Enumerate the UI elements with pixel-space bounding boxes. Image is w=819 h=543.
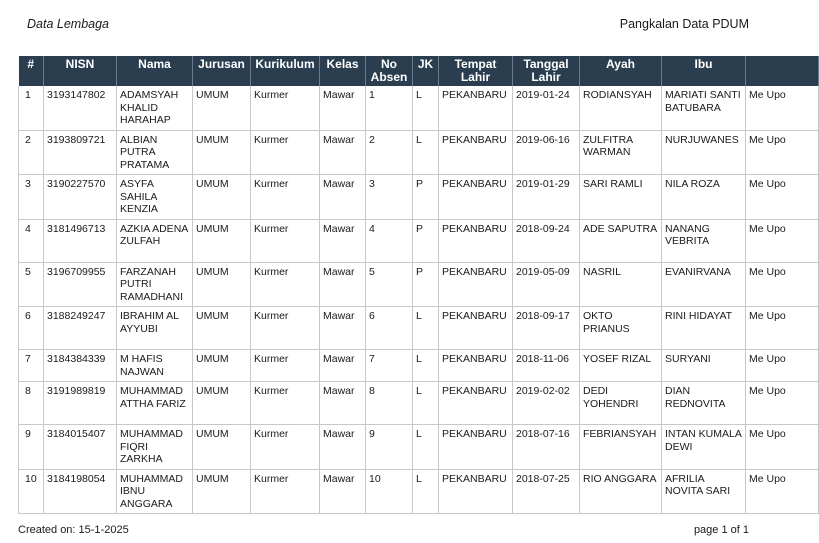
table-cell: 2018-07-25 xyxy=(513,469,580,514)
table-cell: SURYANI xyxy=(662,350,746,382)
table-cell: MUHAMMAD FIQRI ZARKHA xyxy=(117,425,193,470)
table-cell: L xyxy=(413,350,439,382)
table-cell: 3184015407 xyxy=(44,425,117,470)
table-cell: Me Upo xyxy=(746,219,819,262)
table-cell: 1 xyxy=(366,86,413,130)
table-cell: 5 xyxy=(366,262,413,307)
table-row xyxy=(19,350,819,382)
report-source: Pangkalan Data PDUM xyxy=(619,17,749,31)
table-cell: Me Upo xyxy=(746,175,819,220)
column-header: NISN xyxy=(44,56,117,86)
report-title: Data Lembaga xyxy=(27,17,110,31)
table-cell: AZKIA ADENA ZULFAH xyxy=(117,219,193,262)
table-cell: DIAN REDNOVITA xyxy=(662,382,746,425)
column-header xyxy=(746,56,819,86)
table-cell: 9 xyxy=(366,425,413,470)
table-cell: Mawar xyxy=(320,86,366,130)
column-header: Tanggal Lahir xyxy=(513,56,580,86)
table-cell: MARIATI SANTI BATUBARA xyxy=(662,86,746,130)
table-cell: FEBRIANSYAH xyxy=(580,425,662,470)
table-row xyxy=(19,262,819,307)
table-cell: MUHAMMAD ATTHA FARIZ xyxy=(117,382,193,425)
table-cell: 3184198054 xyxy=(44,469,117,514)
table-cell: 3188249247 xyxy=(44,307,117,350)
table-cell: Mawar xyxy=(320,382,366,425)
column-header: Ibu xyxy=(662,56,746,86)
table-cell: Kurmer xyxy=(251,382,320,425)
table-cell: Mawar xyxy=(320,307,366,350)
table-cell: RODIANSYAH xyxy=(580,86,662,130)
table-cell: 2019-05-09 xyxy=(513,262,580,307)
table-cell: Me Upo xyxy=(746,86,819,130)
table-cell: UMUM xyxy=(193,219,251,262)
table-cell: 2 xyxy=(19,130,44,175)
table-cell: 2019-01-24 xyxy=(513,86,580,130)
table-cell: P xyxy=(413,219,439,262)
table-cell: DEDI YOHENDRI xyxy=(580,382,662,425)
table-cell: UMUM xyxy=(193,469,251,514)
column-header: Tempat Lahir xyxy=(439,56,513,86)
table-cell: Kurmer xyxy=(251,86,320,130)
table-cell: INTAN KUMALA DEWI xyxy=(662,425,746,470)
table-cell: 2018-07-16 xyxy=(513,425,580,470)
table-cell: PEKANBARU xyxy=(439,382,513,425)
table-row xyxy=(19,382,819,425)
table-cell: 2018-11-06 xyxy=(513,350,580,382)
column-header: No Absen xyxy=(366,56,413,86)
table-cell: L xyxy=(413,307,439,350)
table-cell: UMUM xyxy=(193,382,251,425)
table-cell: Me Upo xyxy=(746,469,819,514)
table-cell: PEKANBARU xyxy=(439,350,513,382)
table-row xyxy=(19,469,819,514)
table-cell: 3184384339 xyxy=(44,350,117,382)
table-cell: L xyxy=(413,469,439,514)
table-cell: UMUM xyxy=(193,130,251,175)
table-cell: ALBIAN PUTRA PRATAMA xyxy=(117,130,193,175)
column-header: Ayah xyxy=(580,56,662,86)
table-cell: Mawar xyxy=(320,425,366,470)
table-cell: Kurmer xyxy=(251,175,320,220)
table-cell: Kurmer xyxy=(251,262,320,307)
table-cell: 8 xyxy=(19,382,44,425)
table-row xyxy=(19,86,819,130)
table-cell: 8 xyxy=(366,382,413,425)
table-cell: PEKANBARU xyxy=(439,262,513,307)
table-cell: 3190227570 xyxy=(44,175,117,220)
table-cell: UMUM xyxy=(193,425,251,470)
table-cell: L xyxy=(413,130,439,175)
table-cell: RIO ANGGARA xyxy=(580,469,662,514)
table-cell: 2018-09-24 xyxy=(513,219,580,262)
table-cell: 7 xyxy=(366,350,413,382)
table-cell: Mawar xyxy=(320,350,366,382)
column-header: Kurikulum xyxy=(251,56,320,86)
table-cell: Me Upo xyxy=(746,130,819,175)
table-cell: NURJUWANES xyxy=(662,130,746,175)
column-header: Kelas xyxy=(320,56,366,86)
table-cell: 6 xyxy=(19,307,44,350)
table-row xyxy=(19,175,819,220)
student-table-wrapper xyxy=(18,56,786,514)
table-cell: 10 xyxy=(19,469,44,514)
table-cell: Me Upo xyxy=(746,307,819,350)
table-row xyxy=(19,307,819,350)
column-header: Nama xyxy=(117,56,193,86)
table-cell: UMUM xyxy=(193,262,251,307)
table-cell: 1 xyxy=(19,86,44,130)
table-cell: UMUM xyxy=(193,350,251,382)
table-cell: ZULFITRA WARMAN xyxy=(580,130,662,175)
table-cell: 3 xyxy=(366,175,413,220)
page-number: page 1 of 1 xyxy=(693,524,749,536)
table-cell: Kurmer xyxy=(251,130,320,175)
table-cell: 4 xyxy=(19,219,44,262)
table-cell: L xyxy=(413,382,439,425)
table-cell: UMUM xyxy=(193,307,251,350)
table-cell: 2018-09-17 xyxy=(513,307,580,350)
table-cell: RINI HIDAYAT xyxy=(662,307,746,350)
created-date: Created on: 15-1-2025 xyxy=(18,524,129,536)
table-row xyxy=(19,425,819,470)
table-cell: UMUM xyxy=(193,86,251,130)
table-cell: PEKANBARU xyxy=(439,469,513,514)
table-cell: 3191989819 xyxy=(44,382,117,425)
table-cell: Kurmer xyxy=(251,219,320,262)
column-header: JK xyxy=(413,56,439,86)
table-cell: L xyxy=(413,86,439,130)
table-header-row xyxy=(19,56,819,86)
table-cell: Me Upo xyxy=(746,382,819,425)
table-cell: 3 xyxy=(19,175,44,220)
table-cell: PEKANBARU xyxy=(439,219,513,262)
table-cell: NASRIL xyxy=(580,262,662,307)
table-cell: Kurmer xyxy=(251,307,320,350)
table-cell: OKTO PRIANUS xyxy=(580,307,662,350)
table-cell: 7 xyxy=(19,350,44,382)
table-cell: P xyxy=(413,175,439,220)
table-cell: MUHAMMAD IBNU ANGGARA xyxy=(117,469,193,514)
table-cell: 10 xyxy=(366,469,413,514)
table-cell: Mawar xyxy=(320,130,366,175)
table-cell: 3193147802 xyxy=(44,86,117,130)
table-cell: Mawar xyxy=(320,219,366,262)
table-cell: Mawar xyxy=(320,262,366,307)
table-cell: 2019-06-16 xyxy=(513,130,580,175)
table-cell: 2019-02-02 xyxy=(513,382,580,425)
column-header: Jurusan xyxy=(193,56,251,86)
table-cell: 6 xyxy=(366,307,413,350)
table-row xyxy=(19,130,819,175)
table-cell: ADAMSYAH KHALID HARAHAP xyxy=(117,86,193,130)
column-header: # xyxy=(19,56,44,86)
table-cell: 9 xyxy=(19,425,44,470)
table-cell: PEKANBARU xyxy=(439,86,513,130)
table-row xyxy=(19,219,819,262)
table-cell: ASYFA SAHILA KENZIA xyxy=(117,175,193,220)
table-cell: M HAFIS NAJWAN xyxy=(117,350,193,382)
table-cell: Kurmer xyxy=(251,469,320,514)
table-cell: AFRILIA NOVITA SARI xyxy=(662,469,746,514)
table-cell: P xyxy=(413,262,439,307)
table-body xyxy=(19,86,819,514)
table-cell: PEKANBARU xyxy=(439,425,513,470)
table-cell: Mawar xyxy=(320,469,366,514)
table-cell: NANANG VEBRITA xyxy=(662,219,746,262)
table-cell: NILA ROZA xyxy=(662,175,746,220)
table-cell: SARI RAMLI xyxy=(580,175,662,220)
table-cell: 2019-01-29 xyxy=(513,175,580,220)
table-cell: YOSEF RIZAL xyxy=(580,350,662,382)
table-cell: UMUM xyxy=(193,175,251,220)
table-cell: 3193809721 xyxy=(44,130,117,175)
table-cell: 3181496713 xyxy=(44,219,117,262)
table-cell: 2 xyxy=(366,130,413,175)
table-cell: Mawar xyxy=(320,175,366,220)
table-cell: Me Upo xyxy=(746,350,819,382)
table-cell: Kurmer xyxy=(251,425,320,470)
table-cell: Kurmer xyxy=(251,350,320,382)
table-cell: IBRAHIM AL AYYUBI xyxy=(117,307,193,350)
table-cell: 4 xyxy=(366,219,413,262)
table-cell: 3196709955 xyxy=(44,262,117,307)
table-cell: EVANIRVANA xyxy=(662,262,746,307)
table-cell: ADE SAPUTRA xyxy=(580,219,662,262)
student-table xyxy=(18,56,819,514)
table-cell: L xyxy=(413,425,439,470)
table-cell: PEKANBARU xyxy=(439,175,513,220)
table-cell: PEKANBARU xyxy=(439,130,513,175)
table-cell: Me Upo xyxy=(746,425,819,470)
table-cell: 5 xyxy=(19,262,44,307)
table-cell: FARZANAH PUTRI RAMADHANI xyxy=(117,262,193,307)
table-cell: Me Upo xyxy=(746,262,819,307)
table-cell: PEKANBARU xyxy=(439,307,513,350)
